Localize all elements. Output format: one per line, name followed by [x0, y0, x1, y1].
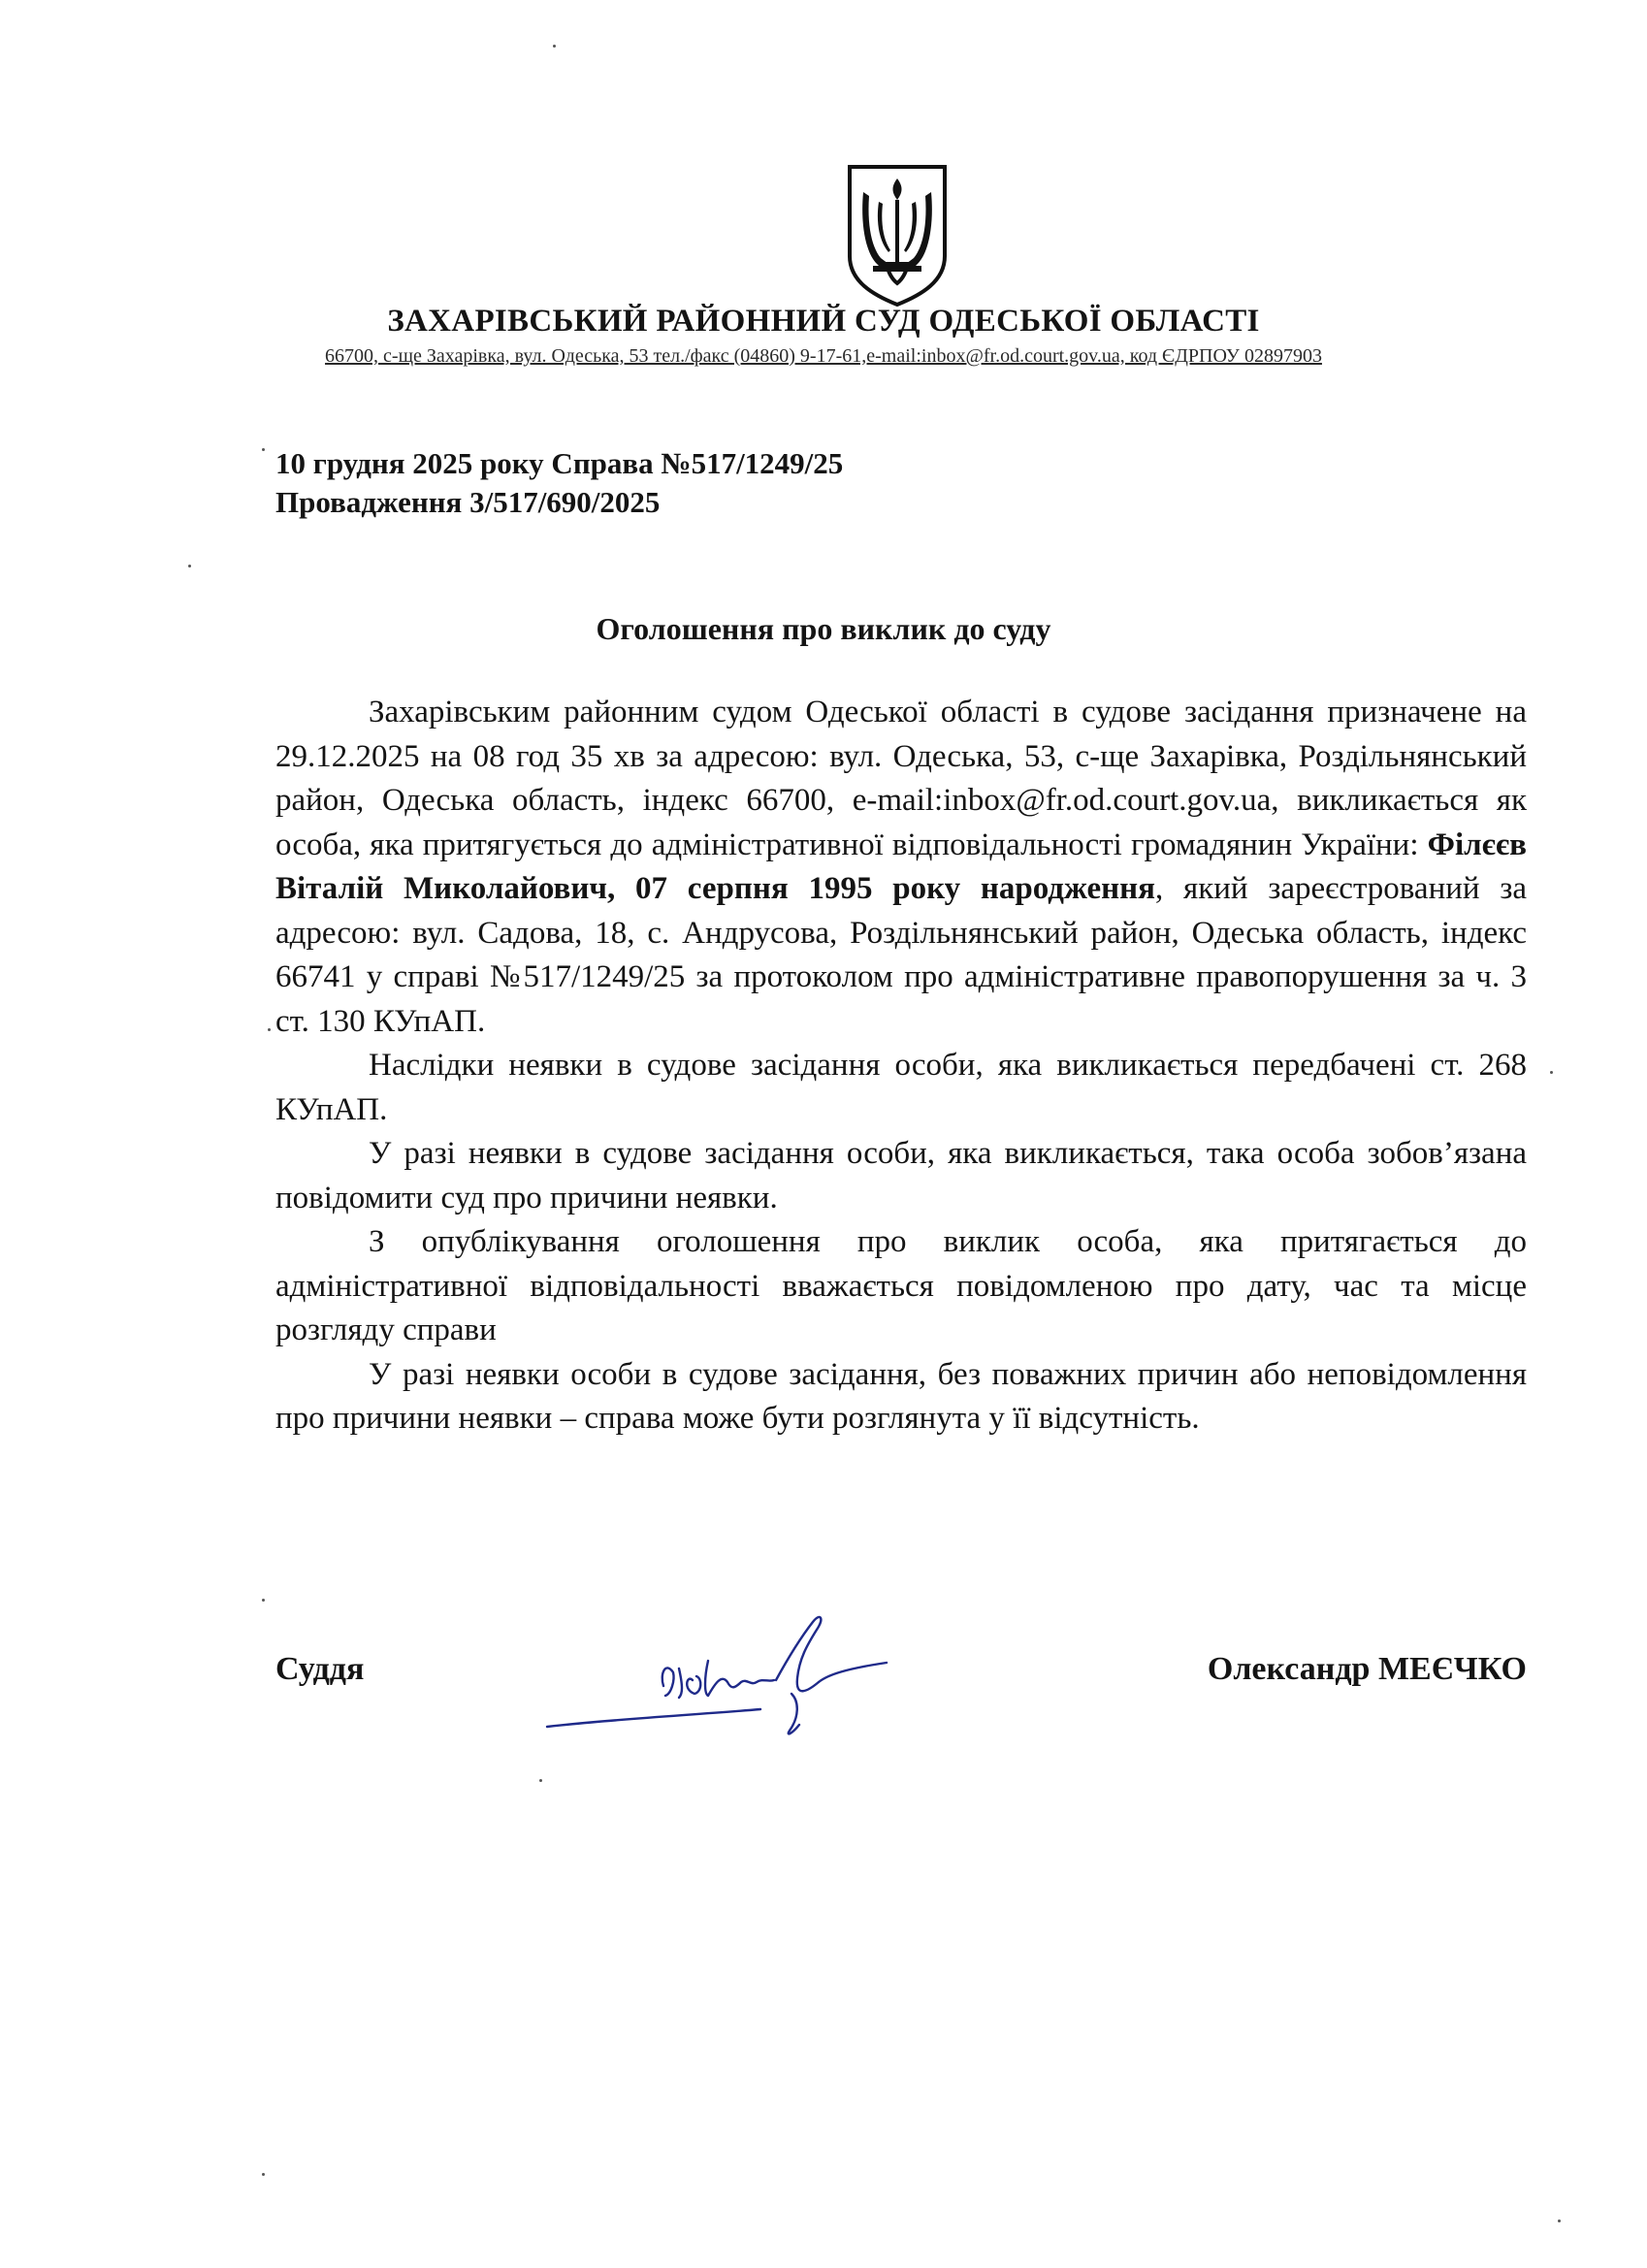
- document-title: Оголошення про виклик до суду: [596, 611, 1051, 646]
- proceeding-number-line: Провадження 3/517/690/2025: [275, 485, 661, 519]
- trident-emblem-icon: [844, 163, 951, 307]
- summons-text-part1: Захарівським районним судом Одеської області в судове засідання призначене на 29.12.2025 на 08 год 35 хв за адресою: вул. Одеська, 53, с-ще Захарівка, Роздільнянський район, Одеська область, індекс 66700, e-mail:inbox@fr.od.court.gov.ua, викликається як особа, яка притягується до адміністративної відповідальності громадянин України:: [275, 695, 1527, 862]
- announcement-body: [275, 691, 1527, 1442]
- paragraph-consequences: Наслідки неявки в судове засідання особи, яка викликається передбачені ст. 268 КУпАП.: [275, 1048, 1527, 1127]
- paragraph-obligation: У разі неявки в судове засідання особи, яка викликається, така особа зобов’язана повідомити суд про причини неявки.: [275, 1136, 1527, 1215]
- court-name: ЗАХАРІВСЬКИЙ РАЙОННИЙ СУД ОДЕСЬКОЇ ОБЛАСТІ: [387, 304, 1260, 339]
- case-number-line: 10 грудня 2025 року Справа №517/1249/25: [275, 446, 844, 480]
- paragraph-summons: [275, 691, 1527, 1044]
- judge-name: Олександр МЕЄЧКО: [1207, 1651, 1527, 1687]
- paragraph-notification: З опублікування оголошення про виклик особа, яка притягається до адміністративної відповідальності вважається повідомленою про дату, час та місце розгляду справи: [275, 1224, 1527, 1347]
- signature-block: [275, 1639, 1527, 1756]
- paragraph-absence: У разі неявки особи в судове засідання, без поважних причин або неповідомлення про причини неявки – справа може бути розглянута у її відсутність.: [275, 1356, 1527, 1436]
- defendant-name: Філєєв Віталій Миколайович, 07 серпня 1995 року народження: [275, 826, 1527, 906]
- court-contacts: 66700, с-ще Захарівка, вул. Одеська, 53 тел./факс (04860) 9-17-61,e-mail:inbox@fr.od.court.gov.ua, код ЄДРПОУ 02897903: [325, 345, 1322, 367]
- judge-title: Суддя: [275, 1651, 365, 1687]
- handwritten-signature-icon: [537, 1601, 954, 1746]
- summons-text-part2: , який зареєстрований за адресою: вул. Садова, 18, с. Андрусова, Роздільнянський район, Одеська область, індекс 66741 у справі №517/1249/25 за протоколом про адміністративне правопорушення за ч. 3 ст. 130 КУпАП.: [275, 871, 1527, 1039]
